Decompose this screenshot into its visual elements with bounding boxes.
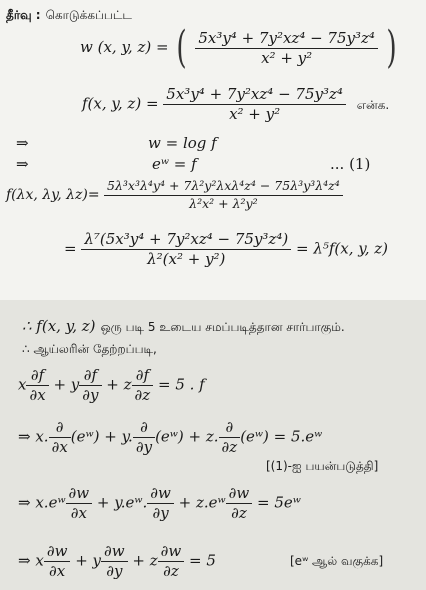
scaled-fraction — [104, 180, 343, 210]
eq-tag-1: ... (1) — [330, 155, 371, 173]
euler-rhs: = 5 . f — [157, 375, 205, 394]
ew-eq: eʷ = f — [152, 155, 197, 173]
w-fraction — [195, 28, 378, 67]
chain-rule-line: ⇒ x.eʷ $\frac{\partial w}{\partial x}$ + y.eʷ. $\frac{\partial w}{\partial y}$ + z.eʷ $\frac{\partial w}{\partial z}$ = 5eʷ — [18, 484, 301, 522]
step4-rhs: = 5 — [189, 551, 216, 570]
homogeneous-math: ∴ f(x, y, z) — [22, 317, 96, 335]
homogeneous-statement — [22, 318, 345, 334]
w-denominator: x² + y² — [261, 48, 313, 67]
w-definition: w (x, y, z) = ( $\frac{\text{5x³y⁴ + 7y²xz⁴ − 75y³z⁴}}{\text{x² + y²}}$ ) — [80, 22, 397, 73]
w-lhs: w (x, y, z) = — [80, 38, 169, 56]
w-log-eq: w = log f — [148, 134, 217, 152]
scaled-numerator: 5λ³x³λ⁴y⁴ + 7λ²y²λxλ⁴z⁴ − 75λ³y³λ⁴z⁴ — [104, 180, 343, 196]
final-line: ⇒ x $\frac{\partial w}{\partial x}$ + y $\frac{\partial w}{\partial y}$ + z $\frac{\partial w}{\partial z}$ = 5 — [18, 542, 216, 580]
let-word: என்க. — [356, 97, 390, 112]
implies-arrow: ⇒ — [18, 493, 31, 512]
f-lhs: f(x, y, z) = — [82, 94, 159, 113]
implies-arrow: ⇒ — [16, 155, 29, 173]
step2-rhs: = 5.eʷ — [273, 427, 323, 446]
scaled-denominator: λ²x² + λ²y² — [189, 195, 258, 211]
f-denominator: x² + y² — [229, 105, 281, 123]
homogeneous-text: ஒரு படி 5 உடைய சமப்படித்தான சார்பாகும். — [100, 320, 345, 334]
euler-line: ∴ ஆய்லரின் தேற்றப்படி, — [22, 342, 157, 356]
w-numerator: 5x³y⁴ + 7y²xz⁴ − 75y³z⁴ — [195, 31, 378, 49]
f-definition — [82, 87, 389, 122]
step2-note: [(1)-ஐ பயன்படுத்தி] — [266, 459, 379, 473]
f-numerator: 5x³y⁴ + 7y²xz⁴ − 75y³z⁴ — [163, 87, 346, 105]
scaled-lhs: f(λx, λy, λz)= — [6, 187, 100, 203]
w-log-line — [16, 136, 29, 151]
implies-arrow: ⇒ — [18, 551, 31, 570]
factored-numerator: λ⁷(5x³y⁴ + 7y²xz⁴ − 75y³z⁴) — [81, 232, 291, 250]
substitution-line: ⇒ x. $\frac{\partial}{\partial x}$ (eʷ) + y. $\frac{\partial}{\partial y}$ (eʷ) + z. $\frac{\partial}{\partial z}$ (eʷ) = 5.eʷ — [18, 418, 323, 456]
ew-line — [16, 157, 29, 172]
solution-label: தீர்வு : — [6, 8, 41, 22]
step4-note: [eʷ ஆல் வகுக்க] — [290, 554, 384, 568]
factored-rhs: = λ⁵f(x, y, z) — [295, 239, 389, 258]
step3-rhs: = 5eʷ — [257, 493, 301, 512]
factored-denominator: λ²(x² + y²) — [147, 250, 226, 268]
implies-arrow: ⇒ — [18, 427, 31, 446]
f-fraction — [163, 87, 346, 122]
factored-line: = $\frac{\text{λ⁷(5x³y⁴ + 7y²xz⁴ − 75y³z⁴)}}{\text{λ²(x² + y²)}}$ = λ⁵f(x, y, z) — [64, 230, 389, 268]
factored-fraction — [81, 232, 291, 267]
euler-equation: x $\frac{\partial f}{\partial x}$ + y $\frac{\partial f}{\partial y}$ + z $\frac{\partial f}{\partial z}$ = 5 . f — [18, 366, 205, 404]
scaled-f-line — [6, 180, 343, 210]
given-label: கொடுக்கப்பட்ட — [45, 8, 132, 22]
implies-arrow: ⇒ — [16, 134, 29, 152]
solution-header — [6, 6, 132, 22]
